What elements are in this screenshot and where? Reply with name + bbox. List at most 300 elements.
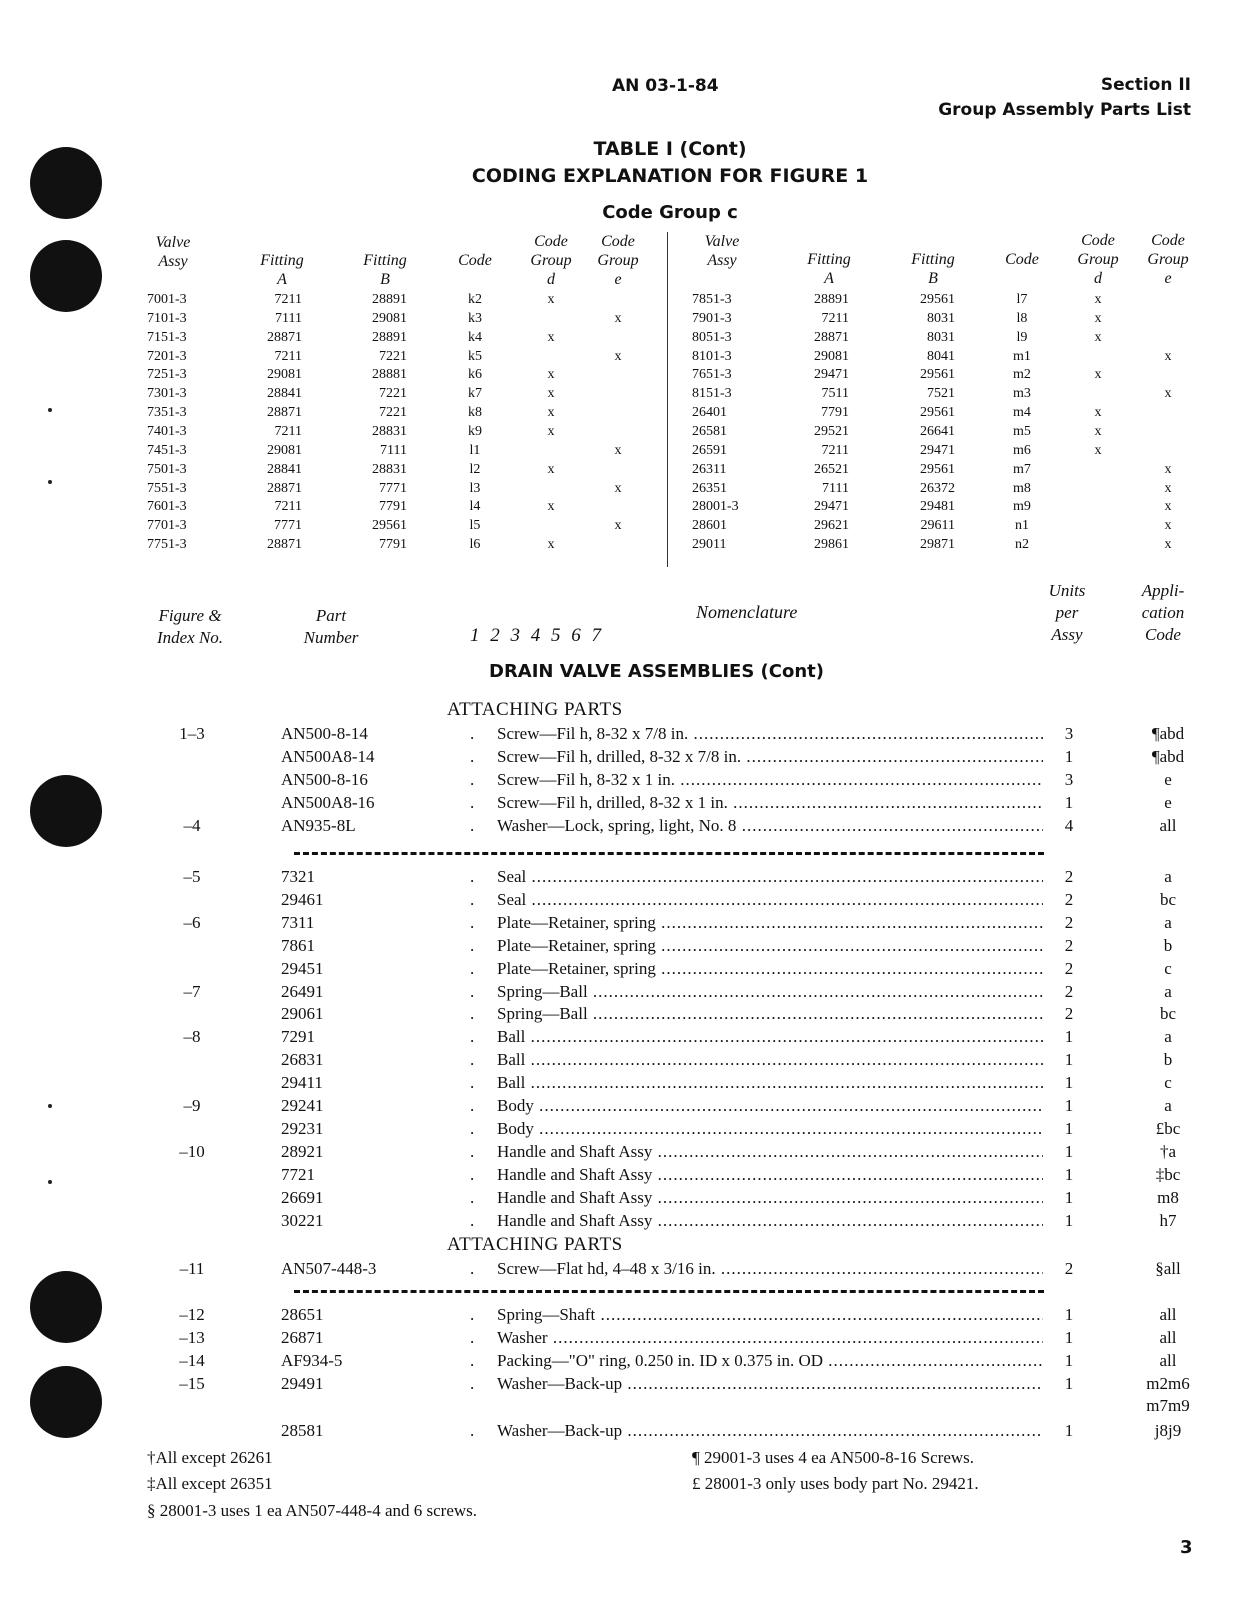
units-per-assy: 2 xyxy=(1064,867,1074,886)
code-cell: l5 xyxy=(469,518,481,534)
indent-dot: . xyxy=(470,981,475,1001)
valve-assy-cell: 28001-3 xyxy=(692,499,739,515)
part-number: AN935-8L xyxy=(281,816,356,835)
code-cell: k9 xyxy=(468,423,482,439)
fitting-a-cell: 7211 xyxy=(821,310,849,326)
code-cell: l2 xyxy=(469,461,481,477)
fitting-b-cell: 8031 xyxy=(927,310,955,326)
figure-index: –5 xyxy=(183,867,201,886)
nomenclature: Spring—Ball ..... xyxy=(497,981,1043,1003)
application-code: a xyxy=(1164,1027,1172,1047)
indent-dot: . xyxy=(470,889,475,909)
fitting-b-cell: 29561 xyxy=(920,292,955,307)
list-item xyxy=(0,1118,1240,1140)
nomenclature: Body ..... xyxy=(497,1118,1043,1140)
code-cell: l8 xyxy=(1016,310,1028,326)
fitting-a-cell: 29471 xyxy=(814,367,849,383)
code-group-d-cell: x xyxy=(547,292,555,307)
list-item xyxy=(0,958,1240,980)
fitting-a-cell: 29521 xyxy=(814,423,849,439)
units-per-assy: 2 xyxy=(1064,889,1074,909)
section-label: Section II xyxy=(1100,75,1191,95)
code-group-e-cell: x xyxy=(614,348,622,364)
units-per-assy: 1 xyxy=(1064,1164,1074,1184)
nomenclature: Handle and Shaft Assy ..... xyxy=(497,1141,1043,1163)
indent-dot: . xyxy=(470,1374,475,1393)
code-group-d-cell: x xyxy=(1094,292,1102,307)
nomenclature: Washer—Lock, spring, light, No. 8 ..... xyxy=(497,815,1043,837)
code-cell: k8 xyxy=(468,405,482,421)
footnote-pound: £ 28001-3 only uses body part No. 29421. xyxy=(692,1474,979,1493)
code-group-d-cell: x xyxy=(1094,329,1102,345)
part-number: 7321 xyxy=(281,867,315,886)
figure-index: –6 xyxy=(183,912,201,932)
code-group-e-cell: x xyxy=(1164,537,1172,553)
list-item xyxy=(0,1003,1240,1025)
figure-index: –10 xyxy=(179,1141,205,1161)
code-group-title: Code Group c xyxy=(602,202,738,223)
indent-dot: . xyxy=(470,1259,475,1278)
code-cell: k3 xyxy=(468,310,482,326)
application-code: m8 xyxy=(1157,1187,1179,1207)
application-code: ‡bc xyxy=(1155,1164,1181,1184)
figure-index: –4 xyxy=(183,816,201,835)
code-cell: k2 xyxy=(468,292,482,307)
units-per-assy: 2 xyxy=(1064,912,1074,932)
list-item xyxy=(0,1373,1240,1395)
units-per-assy: 1 xyxy=(1064,1027,1074,1047)
indent-dot: . xyxy=(470,816,475,835)
fitting-b-cell: 26372 xyxy=(920,480,955,496)
page-number: 3 xyxy=(1180,1537,1193,1558)
part-number: 7721 xyxy=(281,1164,315,1184)
col-header-fitting-b: Fitting B xyxy=(911,251,955,287)
code-group-e-cell: x xyxy=(1164,386,1172,402)
valve-assy-cell: 7351-3 xyxy=(147,405,187,421)
list-item xyxy=(0,815,1240,837)
punch-dot xyxy=(48,408,52,412)
application-code: b xyxy=(1163,1050,1173,1070)
fitting-a-cell: 28871 xyxy=(814,329,849,345)
units-per-assy: 1 xyxy=(1064,1210,1074,1230)
indent-dot: . xyxy=(470,958,475,978)
valve-assy-cell: 7101-3 xyxy=(147,310,187,326)
fitting-a-cell: 28891 xyxy=(814,292,849,307)
part-number: 29241 xyxy=(281,1096,324,1115)
code-group-e-cell: x xyxy=(614,442,622,458)
nomenclature: Ball ..... xyxy=(497,1072,1043,1094)
fitting-a-cell: 7111 xyxy=(822,480,849,496)
part-number: AF934-5 xyxy=(281,1351,343,1370)
code-group-e-cell: x xyxy=(1164,518,1172,534)
indent-dot: . xyxy=(470,912,475,932)
assembly-title: DRAIN VALVE ASSEMBLIES (Cont) xyxy=(489,661,825,682)
code-group-d-cell: x xyxy=(1094,442,1102,458)
fitting-a-cell: 29081 xyxy=(267,367,302,383)
doc-number: AN 03-1-84 xyxy=(612,76,719,96)
application-code: £bc xyxy=(1155,1118,1181,1138)
valve-assy-cell: 26401 xyxy=(692,405,727,421)
part-number: 7861 xyxy=(281,935,315,955)
figure-index: –11 xyxy=(179,1259,205,1278)
valve-assy-cell: 7401-3 xyxy=(147,423,187,439)
nomenclature: Spring—Shaft ..... xyxy=(497,1304,1043,1326)
part-number: 30221 xyxy=(281,1210,324,1230)
footnote-dagger: †All except 26261 xyxy=(147,1448,273,1467)
nomenclature: Screw—Fil h, 8-32 x 1 in. ..... xyxy=(497,769,1043,791)
units-per-assy: 2 xyxy=(1064,958,1074,978)
application-code: all xyxy=(1159,1305,1177,1324)
fitting-a-cell: 7111 xyxy=(275,310,302,326)
figure-index: –12 xyxy=(179,1305,205,1324)
list-item xyxy=(0,1420,1240,1442)
list-item xyxy=(0,1141,1240,1163)
application-code: all xyxy=(1159,1351,1177,1370)
figure-index: 1–3 xyxy=(179,724,205,743)
nomenclature: Screw—Flat hd, 4–48 x 3/16 in. ..... xyxy=(497,1258,1043,1280)
code-group-e-cell: x xyxy=(1164,348,1172,364)
valve-assy-cell: 7901-3 xyxy=(692,310,732,326)
separator-line xyxy=(294,1290,1044,1293)
application-code: a xyxy=(1164,912,1172,932)
application-code: ¶abd xyxy=(1151,724,1185,743)
code-cell: m7 xyxy=(1013,461,1031,477)
punch-dot xyxy=(48,480,52,484)
section-title: Group Assembly Parts List xyxy=(938,100,1191,120)
code-group-e-cell: x xyxy=(1164,461,1172,477)
valve-assy-cell: 7701-3 xyxy=(147,518,187,534)
application-code: §all xyxy=(1155,1259,1181,1278)
fitting-b-cell: 29471 xyxy=(920,442,955,458)
code-cell: k7 xyxy=(468,386,482,402)
fitting-b-cell: 28891 xyxy=(372,329,407,345)
valve-assy-cell: 8051-3 xyxy=(692,329,732,345)
col-header-valve-assy: Valve Assy xyxy=(704,233,740,269)
indent-dot: . xyxy=(470,1073,475,1093)
footnote-double-dagger: ‡All except 26351 xyxy=(147,1474,273,1493)
fitting-b-cell: 29611 xyxy=(920,518,955,534)
units-per-assy: 1 xyxy=(1064,1187,1074,1207)
fitting-a-cell: 7511 xyxy=(821,386,849,402)
col-header-application-code: Appli- cation Code xyxy=(1141,581,1185,644)
part-number: 28581 xyxy=(281,1421,324,1440)
indent-dot: . xyxy=(470,1305,475,1324)
separator-line xyxy=(294,852,1044,855)
nomenclature: Seal ..... xyxy=(497,889,1043,911)
application-code: all xyxy=(1159,1328,1177,1347)
application-code: bc xyxy=(1159,889,1177,909)
nomenclature: Washer—Back-up ..... xyxy=(497,1373,1043,1395)
fitting-a-cell: 29861 xyxy=(814,537,849,553)
code-group-e-cell: x xyxy=(614,480,622,496)
code-cell: m2 xyxy=(1013,367,1031,383)
code-group-e-cell: x xyxy=(614,310,622,326)
nomenclature: Handle and Shaft Assy ..... xyxy=(497,1164,1043,1186)
attaching-parts-label: ATTACHING PARTS xyxy=(447,1234,623,1255)
code-cell: k6 xyxy=(468,367,482,383)
part-number: 26871 xyxy=(281,1328,324,1347)
fitting-b-cell: 7221 xyxy=(379,348,407,364)
valve-assy-cell: 26351 xyxy=(692,480,727,496)
application-code: a xyxy=(1164,1096,1172,1115)
code-cell: m9 xyxy=(1013,499,1031,515)
nomenclature: Spring—Ball ..... xyxy=(497,1003,1043,1025)
part-number: 26831 xyxy=(281,1050,324,1070)
fitting-a-cell: 28871 xyxy=(267,329,302,345)
figure-index: –14 xyxy=(179,1351,205,1370)
nomenclature: Ball ..... xyxy=(497,1049,1043,1071)
fitting-a-cell: 26521 xyxy=(814,461,849,477)
application-code: a xyxy=(1164,867,1172,886)
valve-assy-cell: 8101-3 xyxy=(692,348,732,364)
col-header-part-number: Part Number xyxy=(303,606,359,647)
part-number: 29231 xyxy=(281,1118,324,1138)
application-code: m2m6 xyxy=(1146,1374,1190,1393)
valve-assy-cell: 7601-3 xyxy=(147,499,187,515)
fitting-b-cell: 7521 xyxy=(927,386,955,402)
list-item xyxy=(0,746,1240,768)
units-per-assy: 2 xyxy=(1064,981,1074,1001)
fitting-b-cell: 8031 xyxy=(927,329,955,345)
fitting-a-cell: 28871 xyxy=(267,405,302,421)
units-per-assy: 2 xyxy=(1064,1004,1074,1024)
fitting-b-cell: 28831 xyxy=(372,461,407,477)
part-number: 28921 xyxy=(281,1141,324,1161)
application-code: ¶abd xyxy=(1151,747,1185,766)
fitting-b-cell: 28891 xyxy=(372,292,407,307)
code-cell: n1 xyxy=(1015,518,1029,534)
indent-dot: . xyxy=(470,1118,475,1138)
fitting-a-cell: 28871 xyxy=(267,537,302,553)
valve-assy-cell: 26591 xyxy=(692,442,727,458)
fitting-b-cell: 7791 xyxy=(379,537,407,553)
application-code: bc xyxy=(1159,1004,1177,1024)
code-cell: k4 xyxy=(468,329,482,345)
units-per-assy: 4 xyxy=(1064,816,1074,835)
code-cell: l7 xyxy=(1016,292,1028,307)
part-number: 29461 xyxy=(281,889,324,909)
valve-assy-cell: 7251-3 xyxy=(147,367,187,383)
code-cell: m4 xyxy=(1013,405,1031,421)
col-header-units-per-assy: Units per Assy xyxy=(1048,581,1086,644)
code-group-d-cell: x xyxy=(547,461,555,477)
col-header-nomenclature: Nomenclature xyxy=(696,602,798,622)
part-number: 7311 xyxy=(281,912,315,932)
code-cell: l9 xyxy=(1016,329,1028,345)
units-per-assy: 1 xyxy=(1064,1421,1074,1440)
part-number: 28651 xyxy=(281,1305,324,1324)
part-number: AN500-8-14 xyxy=(281,724,368,743)
application-code: b xyxy=(1163,935,1173,955)
fitting-a-cell: 29471 xyxy=(814,499,849,515)
list-item xyxy=(0,1049,1240,1071)
application-code: j8j9 xyxy=(1154,1421,1182,1440)
code-group-d-cell: x xyxy=(1094,423,1102,439)
valve-assy-cell: 7851-3 xyxy=(692,292,732,307)
list-item xyxy=(0,1210,1240,1232)
units-per-assy: 1 xyxy=(1064,1141,1074,1161)
valve-assy-cell: 26581 xyxy=(692,423,727,439)
nomenclature: Washer ..... xyxy=(497,1327,1043,1349)
attaching-parts-label: ATTACHING PARTS xyxy=(447,699,623,720)
valve-assy-cell: 7551-3 xyxy=(147,480,187,496)
indent-dot: . xyxy=(470,1096,475,1115)
valve-assy-cell: 26311 xyxy=(692,461,727,477)
indent-dot: . xyxy=(470,867,475,886)
part-number: 29491 xyxy=(281,1374,324,1393)
fitting-a-cell: 7211 xyxy=(274,499,302,515)
nomenclature: Screw—Fil h, drilled, 8-32 x 1 in. ..... xyxy=(497,792,1043,814)
col-header-code-group-d: Code Group d xyxy=(1077,232,1119,287)
indent-dot: . xyxy=(470,1210,475,1230)
col-header-figure-index: Figure & Index No. xyxy=(156,606,224,647)
col-header-code-group-d: Code Group d xyxy=(530,233,572,288)
fitting-a-cell: 7211 xyxy=(274,423,302,439)
code-group-d-cell: x xyxy=(547,537,555,553)
list-item xyxy=(0,723,1240,745)
indent-dot: . xyxy=(470,1351,475,1370)
valve-assy-cell: 8151-3 xyxy=(692,386,732,402)
code-group-d-cell: x xyxy=(547,423,555,439)
fitting-a-cell: 28841 xyxy=(267,461,302,477)
footnote-pilcrow: ¶ 29001-3 uses 4 ea AN500-8-16 Screws. xyxy=(692,1448,975,1467)
valve-assy-cell: 7201-3 xyxy=(147,348,187,364)
fitting-b-cell: 8041 xyxy=(927,348,955,364)
indent-dot: . xyxy=(470,1328,475,1347)
fitting-a-cell: 28841 xyxy=(267,386,302,402)
list-item xyxy=(0,981,1240,1003)
list-item xyxy=(0,1327,1240,1349)
part-number: AN500-8-16 xyxy=(281,770,368,789)
nomenclature: Packing—"O" ring, 0.250 in. ID x 0.375 in. OD ..... xyxy=(497,1350,1043,1372)
fitting-b-cell: 28831 xyxy=(372,423,407,439)
fitting-b-cell: 29561 xyxy=(920,405,955,421)
list-item xyxy=(0,1095,1240,1117)
code-group-d-cell: x xyxy=(1094,367,1102,383)
units-per-assy: 1 xyxy=(1064,1073,1074,1093)
units-per-assy: 2 xyxy=(1064,935,1074,955)
col-header-code-group-e: Code Group e xyxy=(1147,232,1189,287)
application-code: c xyxy=(1164,1073,1172,1093)
fitting-b-cell: 29561 xyxy=(372,518,407,534)
code-group-d-cell: x xyxy=(547,405,555,421)
part-number: 29411 xyxy=(281,1073,323,1093)
list-item xyxy=(0,889,1240,911)
footnote-section: § 28001-3 uses 1 ea AN507-448-4 and 6 screws. xyxy=(147,1501,478,1520)
col-header-code-group-e: Code Group e xyxy=(597,233,639,288)
fitting-b-cell: 7111 xyxy=(380,442,407,458)
code-group-d-cell: x xyxy=(1094,310,1102,326)
application-code: c xyxy=(1164,958,1172,978)
code-group-e-cell: x xyxy=(1164,499,1172,515)
units-per-assy: 1 xyxy=(1064,1305,1074,1324)
indent-levels: 1 2 3 4 5 6 7 xyxy=(470,625,604,646)
part-number: 26691 xyxy=(281,1187,324,1207)
code-cell: l3 xyxy=(469,480,481,496)
units-per-assy: 3 xyxy=(1064,724,1074,743)
application-code: a xyxy=(1164,981,1172,1001)
fitting-b-cell: 29561 xyxy=(920,367,955,383)
nomenclature: Seal ..... xyxy=(497,866,1043,888)
figure-index: –7 xyxy=(183,981,201,1001)
list-item xyxy=(0,1164,1240,1186)
figure-index: –8 xyxy=(183,1027,201,1047)
part-number: AN500A8-14 xyxy=(281,747,375,766)
units-per-assy: 1 xyxy=(1064,1328,1074,1347)
figure-index: –15 xyxy=(179,1374,205,1393)
list-item xyxy=(0,1187,1240,1209)
units-per-assy: 1 xyxy=(1064,793,1074,812)
code-cell: m8 xyxy=(1013,480,1031,496)
table-title: TABLE I (Cont) xyxy=(593,138,747,160)
nomenclature: Handle and Shaft Assy ..... xyxy=(497,1187,1043,1209)
list-item xyxy=(0,792,1240,814)
application-code: e xyxy=(1164,770,1172,789)
nomenclature: Washer—Back-up ..... xyxy=(497,1420,1043,1442)
fitting-b-cell: 7771 xyxy=(379,480,407,496)
indent-dot: . xyxy=(470,1421,475,1440)
application-code: †a xyxy=(1159,1141,1177,1161)
nomenclature: Screw—Fil h, drilled, 8-32 x 7/8 in. ..... xyxy=(497,746,1043,768)
code-cell: l6 xyxy=(469,537,481,553)
units-per-assy: 1 xyxy=(1064,1050,1074,1070)
indent-dot: . xyxy=(470,1141,475,1161)
units-per-assy: 1 xyxy=(1064,1374,1074,1393)
code-cell: l1 xyxy=(469,442,481,458)
list-item xyxy=(0,912,1240,934)
fitting-b-cell: 7791 xyxy=(379,499,407,515)
valve-assy-cell: 7451-3 xyxy=(147,442,187,458)
part-number: 29061 xyxy=(281,1004,324,1024)
fitting-b-cell: 29481 xyxy=(920,499,955,515)
fitting-a-cell: 7791 xyxy=(821,405,849,421)
nomenclature: Handle and Shaft Assy ..... xyxy=(497,1210,1043,1232)
valve-assy-cell: 7751-3 xyxy=(147,537,187,553)
binder-hole xyxy=(30,240,102,312)
part-number: 7291 xyxy=(281,1027,315,1047)
list-item xyxy=(0,935,1240,957)
list-item xyxy=(0,1072,1240,1094)
valve-assy-cell: 7501-3 xyxy=(147,461,187,477)
part-number: AN500A8-16 xyxy=(281,793,375,812)
list-item xyxy=(0,769,1240,791)
indent-dot: . xyxy=(470,1187,475,1207)
fitting-a-cell: 7211 xyxy=(274,292,302,307)
indent-dot: . xyxy=(470,793,475,812)
nomenclature: Body ..... xyxy=(497,1095,1043,1117)
figure-index: –9 xyxy=(183,1096,201,1115)
units-per-assy: 1 xyxy=(1064,747,1074,766)
table-divider xyxy=(667,232,668,567)
part-number: 26491 xyxy=(281,981,324,1001)
valve-assy-cell: 28601 xyxy=(692,518,727,534)
fitting-a-cell: 7211 xyxy=(821,442,849,458)
indent-dot: . xyxy=(470,1050,475,1070)
code-cell: n2 xyxy=(1015,537,1029,553)
code-group-d-cell: x xyxy=(1094,405,1102,421)
code-cell: m6 xyxy=(1013,442,1031,458)
part-number: 29451 xyxy=(281,958,324,978)
valve-assy-cell: 7651-3 xyxy=(692,367,732,383)
valve-assy-cell: 29011 xyxy=(692,537,727,553)
col-header-code: Code xyxy=(1005,251,1039,268)
nomenclature: Plate—Retainer, spring ..... xyxy=(497,912,1043,934)
units-per-assy: 1 xyxy=(1064,1351,1074,1370)
code-group-e-cell: x xyxy=(1164,480,1172,496)
application-code: e xyxy=(1164,793,1172,812)
valve-assy-cell: 7151-3 xyxy=(147,329,187,345)
code-cell: l4 xyxy=(469,499,481,515)
